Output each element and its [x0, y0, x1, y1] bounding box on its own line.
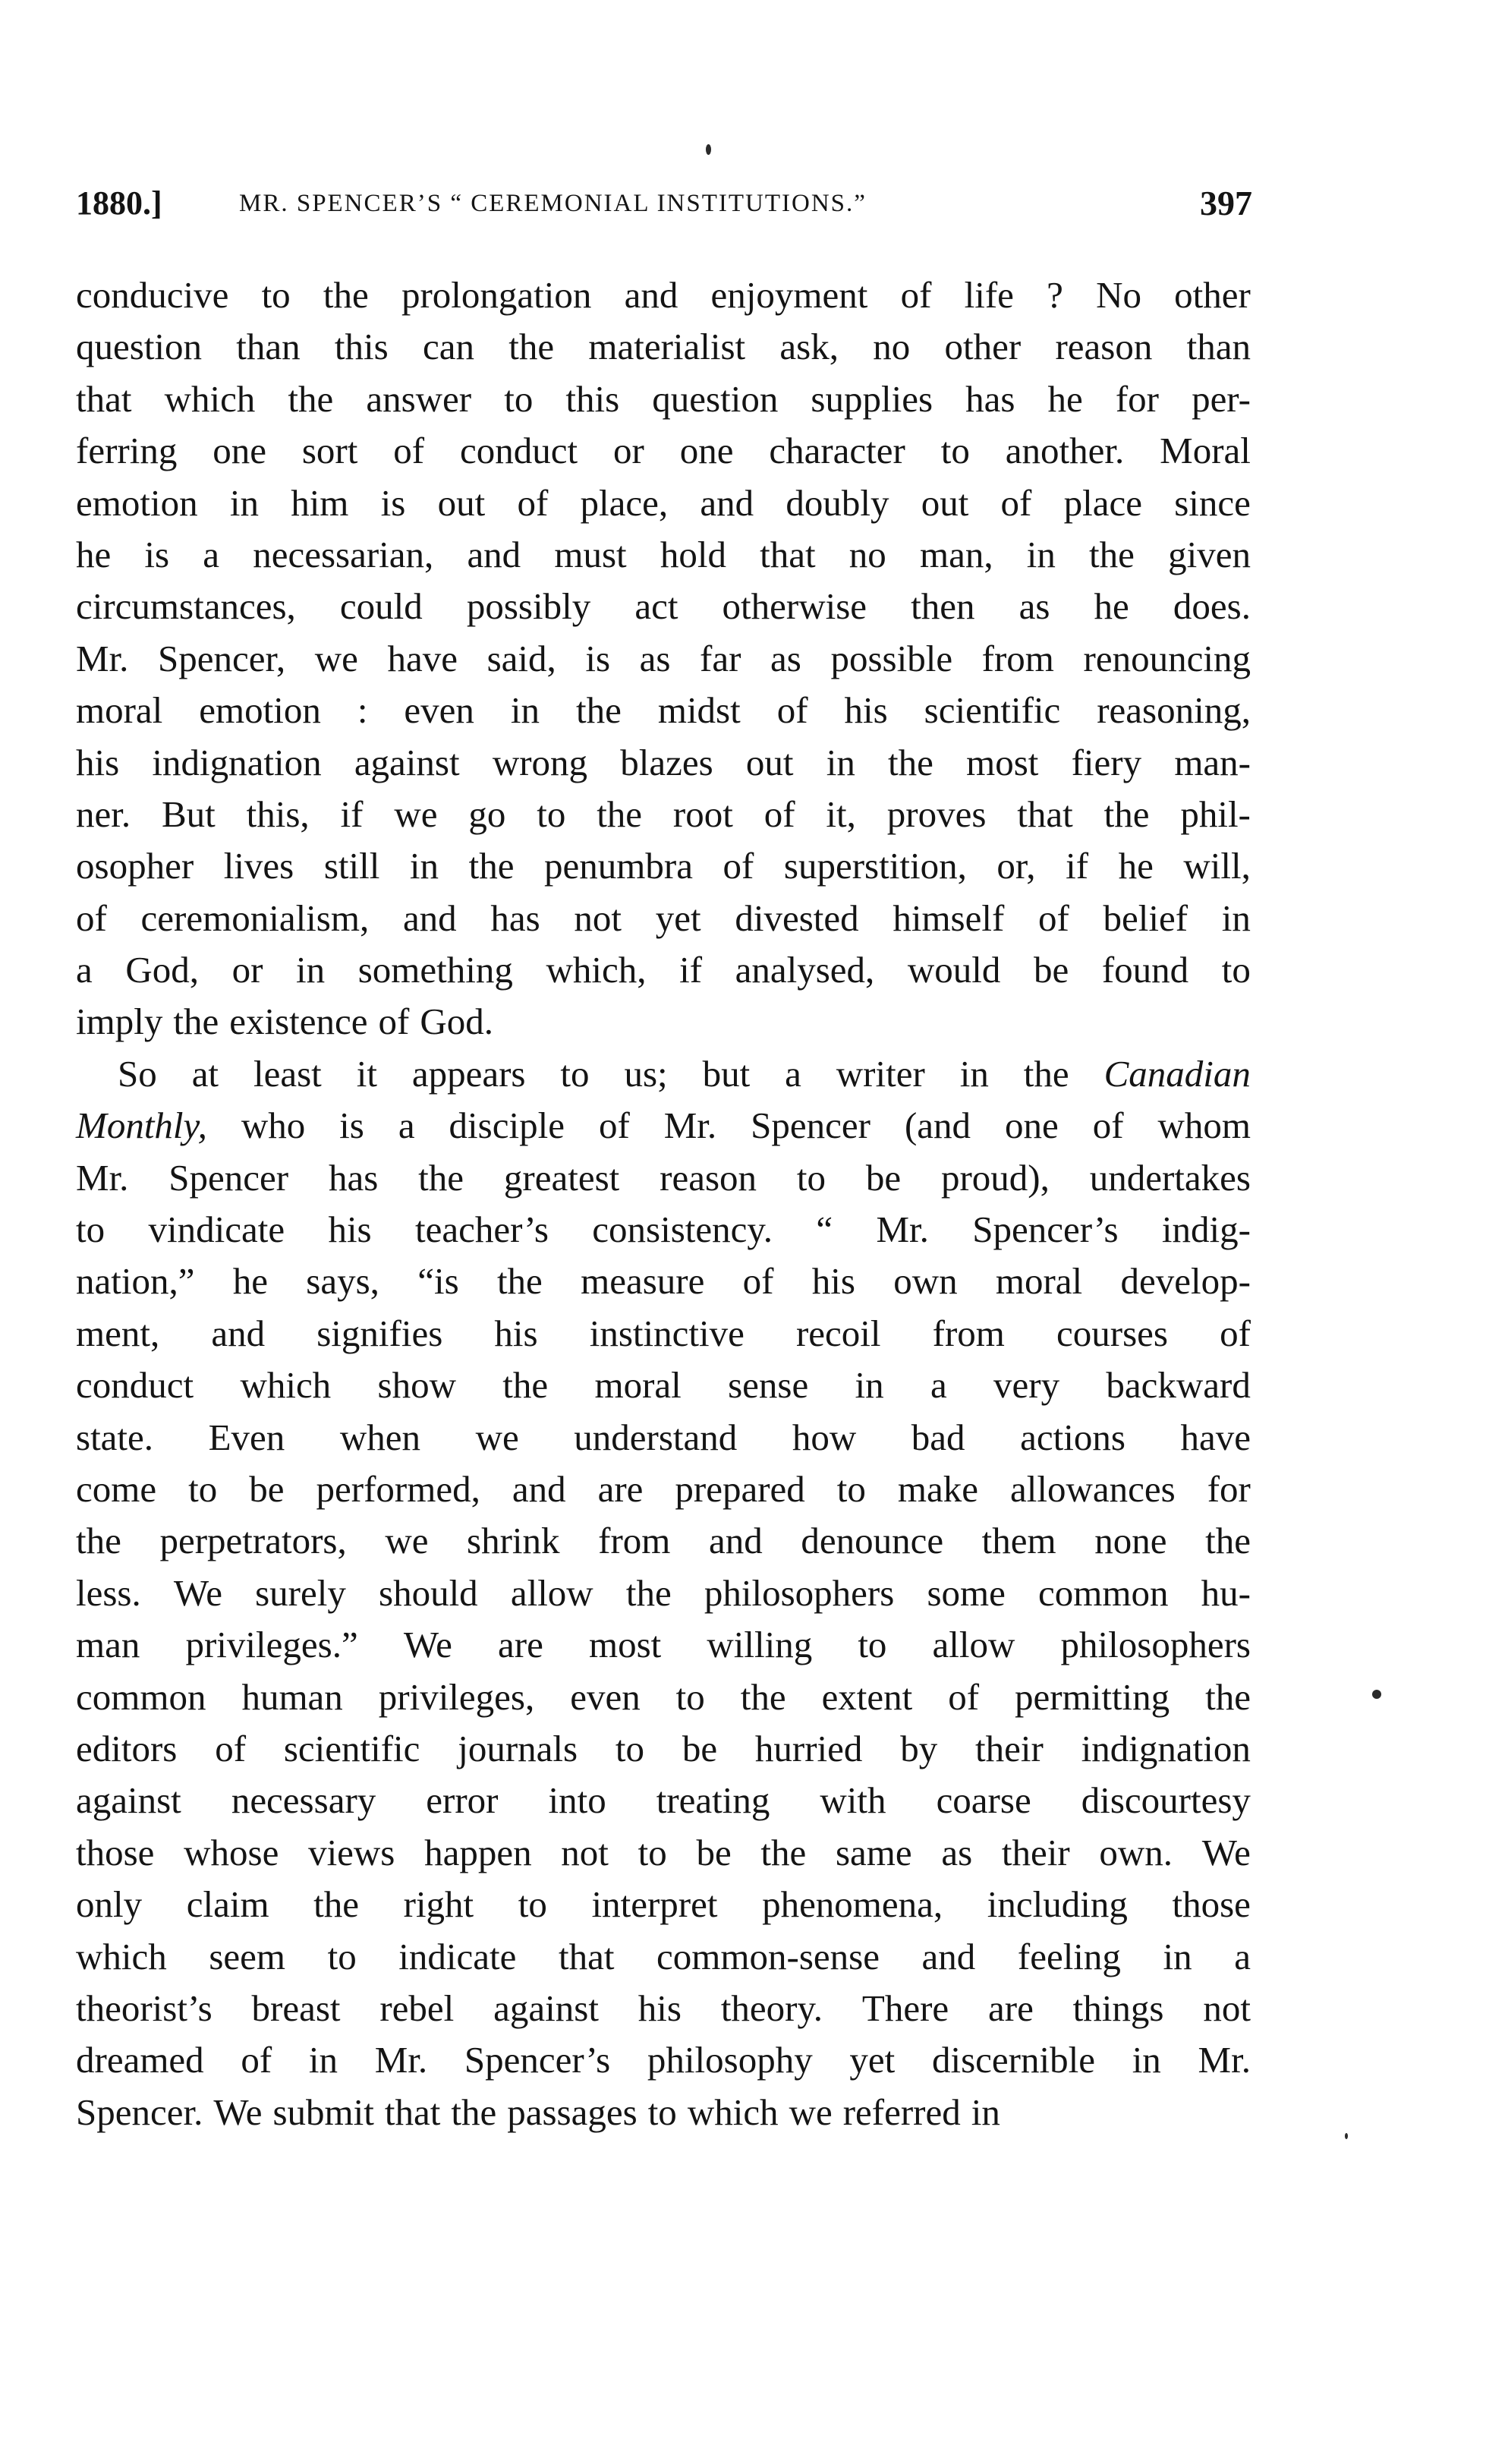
text-line: Monthly, who is a disciple of Mr. Spencer (and one of whom [76, 1104, 1251, 1147]
text-line: those whose views happen not to be the same as their own. We [76, 1831, 1251, 1873]
text-line: common human privileges, even to the extent of permitting the [76, 1675, 1251, 1718]
text-line: man privileges.” We are most willing to allow philosophers [76, 1624, 1251, 1666]
text-line: his indignation against wrong blazes out in the most fiery man- [76, 741, 1251, 783]
text-line: he is a necessarian, and must hold that no man, in the given [76, 533, 1251, 575]
text-line: only claim the right to interpret phenomena, including those [76, 1883, 1251, 1926]
text-line: So at least it appears to us; but a writer in the Canadian [118, 1052, 1251, 1095]
text-line: osopher lives still in the penumbra of superstition, or, if he will, [76, 845, 1251, 887]
page-number: 397 [1200, 184, 1252, 222]
text-line: less. We surely should allow the philosophers some common hu- [76, 1571, 1251, 1614]
text-line: come to be performed, and are prepared to make allowances for [76, 1467, 1251, 1510]
text-line: which seem to indicate that common-sense and feeling in a [76, 1935, 1251, 1977]
text-line: conduct which show the moral sense in a very backward [76, 1364, 1251, 1407]
text-line: Mr. Spencer, we have said, is as far as possible from renouncing [76, 637, 1251, 679]
text-line: imply the existence of God. [76, 1000, 493, 1043]
text-line: of ceremonialism, and has not yet divested himself of belief in [76, 896, 1251, 939]
text-line: emotion in him is out of place, and doubly out of place since [76, 481, 1251, 524]
text-line: ferring one sort of conduct or one character to another. Moral [76, 430, 1251, 472]
text-line: moral emotion : even in the midst of his scientific reasoning, [76, 689, 1251, 732]
ink-speck [1345, 2133, 1348, 2139]
text-line: question than this can the materialist ask, no other reason than [76, 326, 1251, 368]
text-line: theorist’s breast rebel against his theory. There are things not [76, 1987, 1251, 2029]
page-year: 1880.] [76, 184, 162, 222]
text-line: a God, or in something which, if analysed, would be found to [76, 949, 1251, 991]
text-line: state. Even when we understand how bad actions have [76, 1416, 1251, 1458]
text-line: conducive to the prolongation and enjoyment of life ? No other [76, 274, 1251, 316]
text-line: dreamed of in Mr. Spencer’s philosophy yet discernible in Mr. [76, 2039, 1251, 2081]
text-line: the perpetrators, we shrink from and denounce them none the [76, 1520, 1251, 1562]
text-line: ner. But this, if we go to the root of it, proves that the phil- [76, 792, 1251, 835]
text-line: to vindicate his teacher’s consistency. “ Mr. Spencer’s indig- [76, 1208, 1251, 1251]
ink-speck [1372, 1690, 1381, 1699]
running-head [76, 181, 1252, 226]
body-text [76, 269, 1251, 2138]
running-title: MR. SPENCER’S “ CEREMONIAL INSTITUTIONS.” [239, 190, 867, 217]
text-line: Mr. Spencer has the greatest reason to be proud), undertakes [76, 1156, 1251, 1199]
text-line: ment, and signifies his instinctive recoil from courses of [76, 1312, 1251, 1354]
ink-speck [706, 144, 711, 155]
text-line: editors of scientific journals to be hurried by their indignation [76, 1727, 1251, 1769]
text-line: against necessary error into treating with coarse discourtesy [76, 1779, 1251, 1822]
text-line: Spencer. We submit that the passages to which we referred in [76, 2091, 1000, 2133]
text-line: nation,” he says, “is the measure of his own moral develop- [76, 1260, 1251, 1303]
text-line: circumstances, could possibly act otherwise then as he does. [76, 585, 1251, 628]
text-line: that which the answer to this question supplies has he for per- [76, 377, 1251, 420]
